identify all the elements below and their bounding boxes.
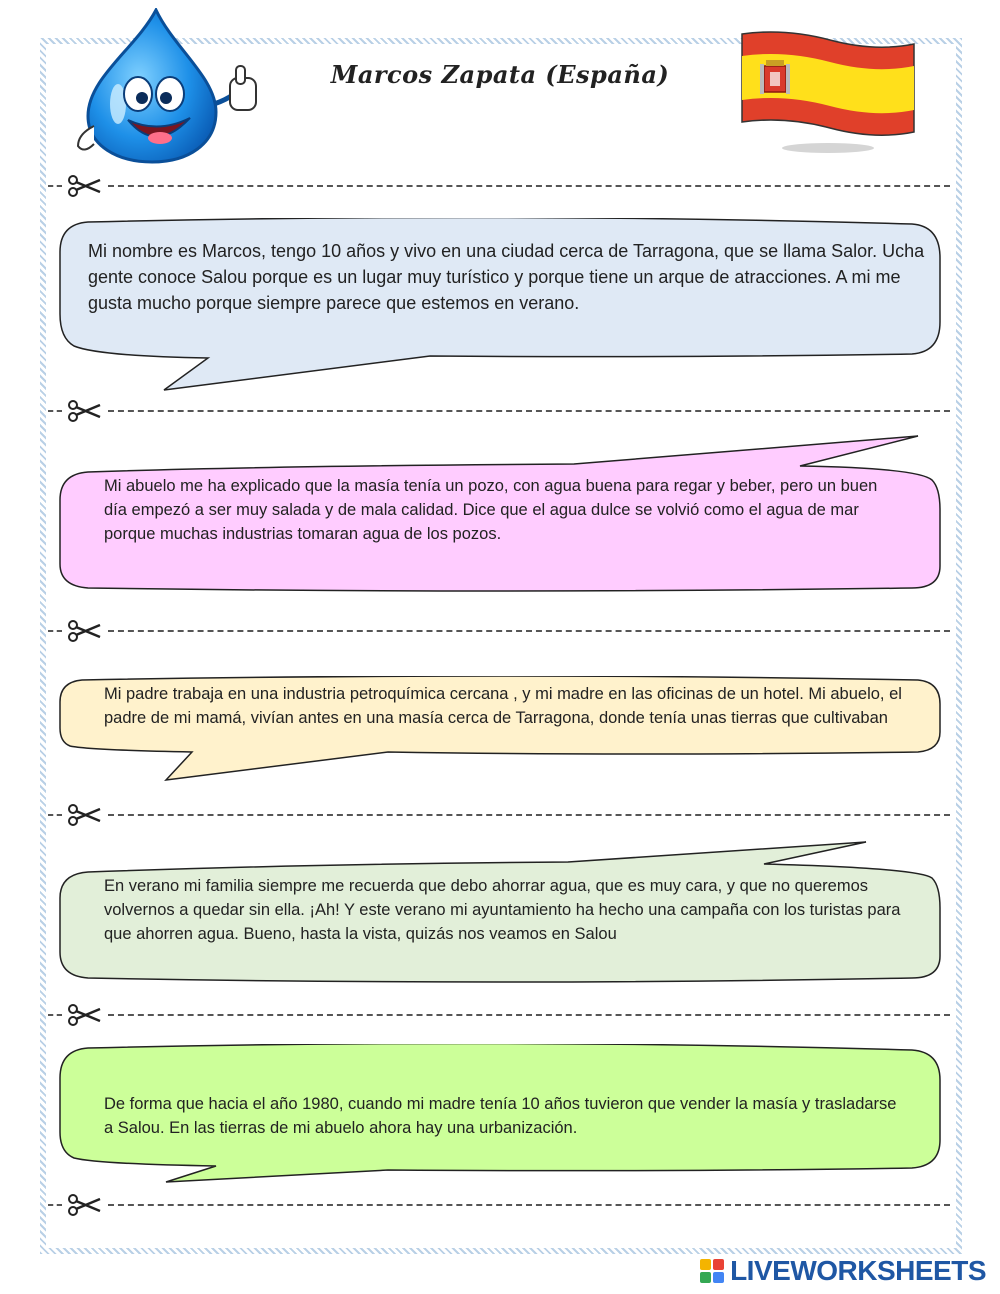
cut-line xyxy=(48,174,950,198)
scissors-icon xyxy=(66,1193,104,1217)
water-drop-mascot-icon xyxy=(66,8,266,166)
spain-flag-icon xyxy=(740,30,920,156)
speech-bubble-2 xyxy=(58,434,942,592)
scissors-icon xyxy=(66,174,104,198)
scissors-icon xyxy=(66,1003,104,1027)
cut-line xyxy=(48,399,950,423)
cut-line xyxy=(48,1193,950,1217)
bubble-text-5: De forma que hacia el año 1980, cuando mi madre tenía 10 años tuvieron que vender la masía y trasladarse a Salou. En las tierras de mi abuelo ahora hay una urbanización. xyxy=(104,1095,897,1137)
bubble-text-1: Mi nombre es Marcos, tengo 10 años y vivo en una ciudad cerca de Tarragona, que se llama Salor. Ucha gente conoce Salou porque es un lugar muy turístico y porque tiene un arque de atracciones. A mi me gusta mucho porque siempre parece que estemos en verano. xyxy=(88,241,925,313)
speech-bubble-1 xyxy=(58,218,942,394)
liveworksheets-logo-icon xyxy=(700,1259,724,1283)
cut-line xyxy=(48,803,950,827)
brand-name: LIVEWORKSHEETS xyxy=(730,1255,986,1286)
cut-line xyxy=(48,1003,950,1027)
speech-bubble-4 xyxy=(58,840,942,984)
scissors-icon xyxy=(66,803,104,827)
brand-logo xyxy=(700,1254,986,1288)
page-title: Marcos Zapata (España) xyxy=(330,60,670,89)
bubble-text-2: Mi abuelo me ha explicado que la masía tenía un pozo, con agua buena para regar y beber, pero un buen día empezó a ser muy salada y de mala calidad. Dice que el agua dulce se volvió como el agua de mar porque muchas industrias tomaran agua de los pozos. xyxy=(104,477,878,543)
bubble-text-3: Mi padre trabaja en una industria petroquímica cercana , y mi madre en las oficinas de un hotel. Mi abuelo, el padre de mi mamá, vivían antes en una masía cerca de Tarragona, donde tenía unas tierras que cultivaban xyxy=(104,685,902,727)
speech-bubble-5 xyxy=(58,1044,942,1184)
speech-bubble-3 xyxy=(58,676,942,784)
cut-line xyxy=(48,619,950,643)
scissors-icon xyxy=(66,619,104,643)
bubble-text-4: En verano mi familia siempre me recuerda que debo ahorrar agua, que es muy cara, y que no queremos volvernos a quedar sin ella. ¡Ah! Y este verano mi ayuntamiento ha hecho una campaña con los turistas para que ahorren agua. Bueno, hasta la vista, quizás nos veamos en Salou xyxy=(104,877,901,943)
scissors-icon xyxy=(66,399,104,423)
